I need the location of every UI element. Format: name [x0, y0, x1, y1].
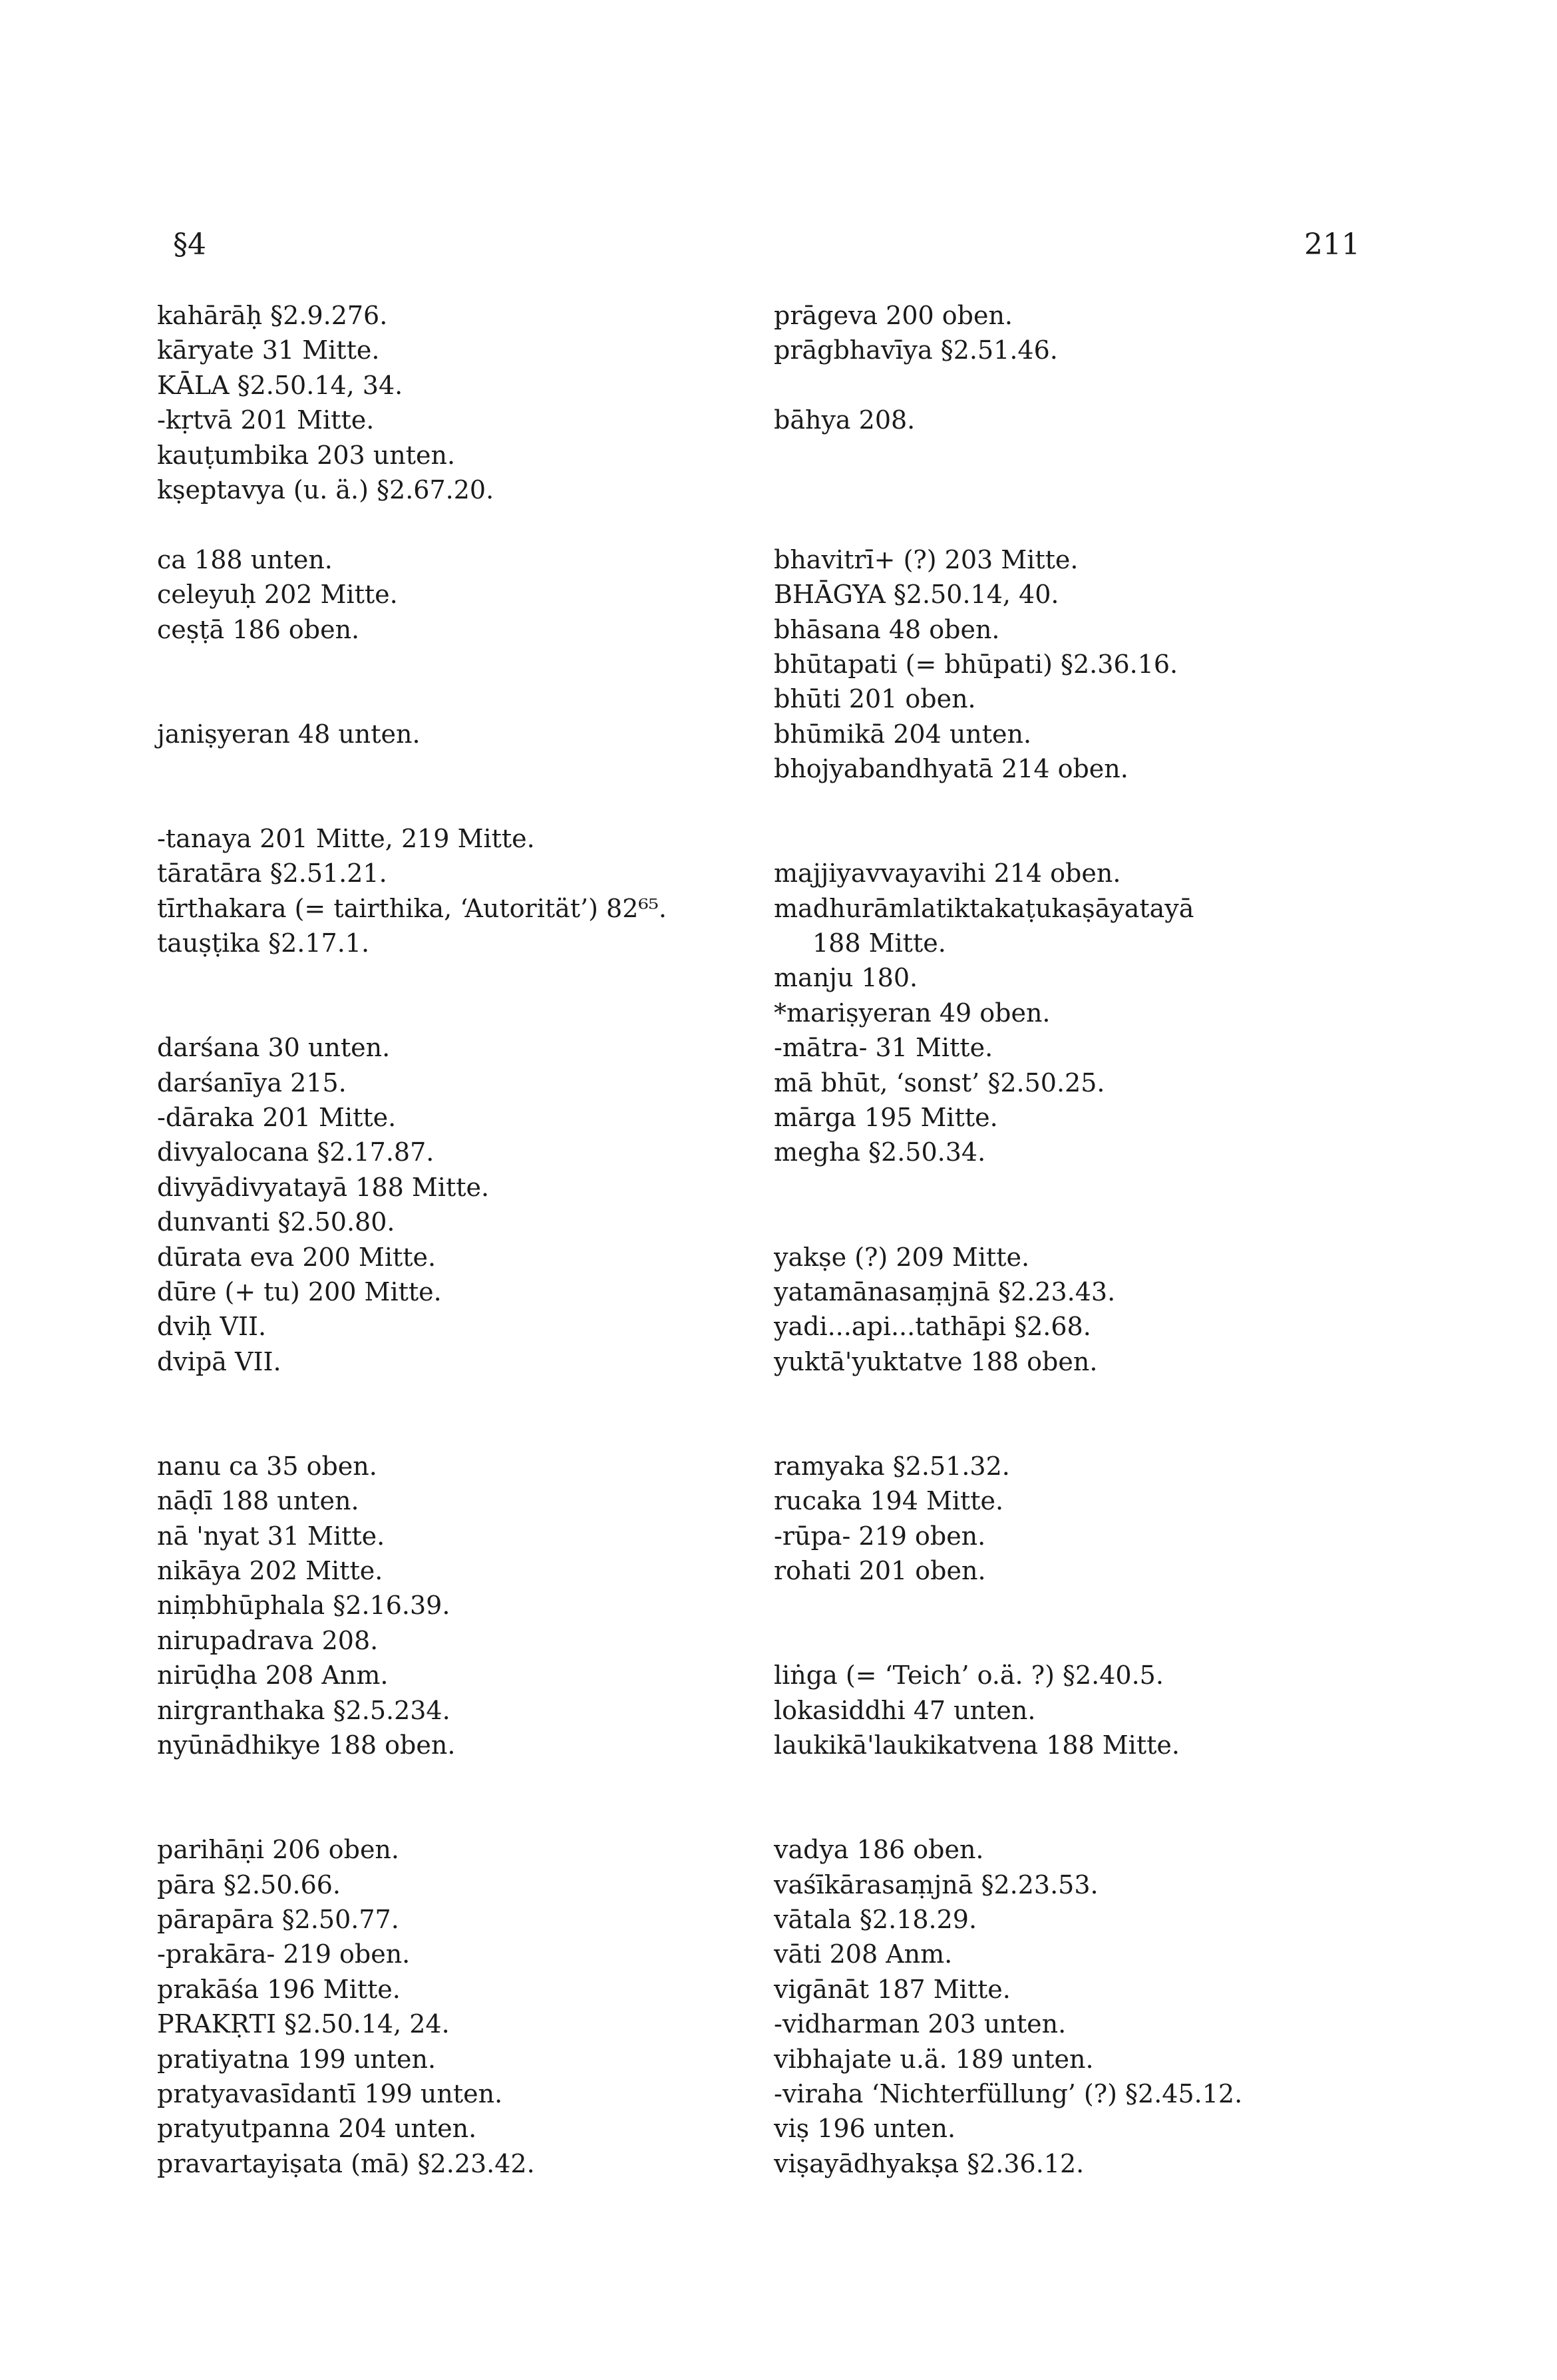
blank-line — [774, 786, 1386, 821]
index-entry: divyalocana §2.17.87. — [157, 1137, 434, 1167]
index-entry: prakāśa 196 Mitte. — [157, 1974, 401, 2004]
index-entry: -dāraka 201 Mitte. — [157, 1102, 397, 1132]
index-entry: rucaka 194 Mitte. — [774, 1486, 1004, 1516]
index-entry: madhurāmlatiktakaṭukaṣāyatayā — [774, 893, 1194, 923]
blank-line — [157, 1798, 769, 1832]
index-entry: pāra §2.50.66. — [157, 1870, 341, 1899]
index-entry: tauṣṭika §2.17.1. — [157, 928, 370, 958]
index-entry: -mātra- 31 Mitte. — [774, 1033, 993, 1063]
blank-line — [157, 507, 769, 542]
index-entry: pratiyatna 199 unten. — [157, 2044, 436, 2074]
index-entry: -tanaya 201 Mitte, 219 Mitte. — [157, 823, 535, 853]
index-entry: -viraha ‘Nichterfüllung’ (?) §2.45.12. — [774, 2079, 1243, 2108]
index-entry: laukikā'laukikatvena 188 Mitte. — [774, 1730, 1180, 1760]
index-entry: 188 Mitte. — [812, 928, 946, 958]
index-entry: pratyutpanna 204 unten. — [157, 2114, 477, 2144]
index-entry: prāgbhavīya §2.51.46. — [774, 335, 1058, 365]
index-entry: -prakāra- 219 oben. — [157, 1939, 411, 1969]
blank-line — [157, 996, 769, 1030]
blank-line — [157, 1414, 769, 1449]
index-entry: liṅga (= ‘Teich’ o.ä. ?) §2.40.5. — [774, 1661, 1164, 1690]
index-entry: nirūḍha 208 Anm. — [157, 1661, 389, 1690]
index-entry: nāḍī 188 unten. — [157, 1486, 359, 1516]
index-entry: nikāya 202 Mitte. — [157, 1556, 383, 1586]
index-entry: rohati 201 oben. — [774, 1556, 986, 1586]
index-entry: celeyuḥ 202 Mitte. — [157, 580, 398, 610]
index-entry: vāti 208 Anm. — [774, 1939, 953, 1969]
index-entry: nirupadrava 208. — [157, 1625, 379, 1655]
index-entry: ca 188 unten. — [157, 544, 333, 574]
index-entry: dviḥ VII. — [157, 1312, 267, 1342]
index-entry: yuktā'yuktatve 188 oben. — [774, 1346, 1098, 1376]
index-entry: mā bhūt, ‘sonst’ §2.50.25. — [774, 1068, 1105, 1097]
index-column-left — [157, 298, 769, 2181]
blank-line — [157, 647, 769, 682]
index-entry: prāgeva 200 oben. — [774, 301, 1013, 330]
blank-line — [774, 473, 1386, 507]
index-entry: nanu ca 35 oben. — [157, 1451, 377, 1481]
index-entry: bhavitrī+ (?) 203 Mitte. — [774, 544, 1079, 574]
index-entry: bhāsana 48 oben. — [774, 614, 1000, 644]
index-entry: vaśīkārasaṃjnā §2.23.53. — [774, 1870, 1099, 1899]
blank-line — [157, 960, 769, 995]
index-entry: bhūtapati (= bhūpati) §2.36.16. — [774, 649, 1178, 679]
blank-line — [774, 438, 1386, 473]
index-entry: manju 180. — [774, 963, 918, 993]
index-entry: dunvanti §2.50.80. — [157, 1207, 395, 1237]
index-entry: kauṭumbika 203 unten. — [157, 440, 456, 470]
index-entry: pratyavasīdantī 199 unten. — [157, 2079, 503, 2108]
blank-line — [157, 682, 769, 716]
blank-line — [774, 1414, 1386, 1449]
index-entry: megha §2.50.34. — [774, 1137, 986, 1167]
index-entry: tāratāra §2.51.21. — [157, 859, 387, 889]
index-entry: -vidharman 203 unten. — [774, 2009, 1067, 2039]
index-entry: vadya 186 oben. — [774, 1835, 984, 1865]
index-entry: KĀLA §2.50.14, 34. — [157, 370, 403, 400]
index-entry: dūre (+ tu) 200 Mitte. — [157, 1277, 442, 1306]
blank-line — [774, 1205, 1386, 1239]
index-entry: kṣeptavya (u. ä.) §2.67.20. — [157, 475, 494, 504]
index-entry: yakṣe (?) 209 Mitte. — [774, 1242, 1030, 1272]
index-entry: viṣayādhyakṣa §2.36.12. — [774, 2148, 1085, 2178]
blank-line — [774, 1623, 1386, 1658]
index-entry: bhojyabandhyatā 214 oben. — [774, 754, 1128, 784]
index-entry: BHĀGYA §2.50.14, 40. — [774, 580, 1059, 610]
index-entry: viṣ 196 unten. — [774, 2114, 956, 2144]
index-entry: darśana 30 unten. — [157, 1033, 391, 1063]
index-entry: niṃbhūphala §2.16.39. — [157, 1591, 450, 1621]
blank-line — [157, 751, 769, 786]
index-entry: pārapāra §2.50.77. — [157, 1904, 399, 1934]
blank-line — [157, 1762, 769, 1797]
blank-line — [774, 1170, 1386, 1205]
index-entry: ramyaka §2.51.32. — [774, 1451, 1010, 1481]
index-entry: kāryate 31 Mitte. — [157, 335, 380, 365]
index-entry: bāhya 208. — [774, 405, 916, 435]
page-header — [173, 225, 1360, 265]
blank-line — [774, 1762, 1386, 1797]
index-entry: divyādivyatayā 188 Mitte. — [157, 1172, 490, 1202]
index-entry: -kṛtvā 201 Mitte. — [157, 405, 375, 435]
index-entry: darśanīya 215. — [157, 1068, 347, 1097]
index-entry: tīrthakara (= tairthika, ‘Autorität’) 82⁶⁵. — [157, 893, 667, 923]
index-entry: vigānāt 187 Mitte. — [774, 1974, 1011, 2004]
index-entry: yatamānasaṃjnā §2.23.43. — [774, 1277, 1116, 1306]
index-entry: vātala §2.18.29. — [774, 1904, 977, 1934]
index-entry: bhūti 201 oben. — [774, 684, 976, 714]
index-entry: majjiyavvayavihi 214 oben. — [774, 859, 1121, 889]
index-entry: pravartayiṣata (mā) §2.23.42. — [157, 2148, 535, 2178]
index-entry: nyūnādhikye 188 oben. — [157, 1730, 456, 1760]
blank-line — [774, 821, 1386, 856]
page-number: 211 — [1304, 228, 1360, 262]
index-entry: ceṣṭā 186 oben. — [157, 614, 360, 644]
index-entry: janiṣyeran 48 unten. — [157, 719, 421, 749]
index-entry: nā 'nyat 31 Mitte. — [157, 1521, 385, 1551]
section-marker: §4 — [173, 228, 206, 262]
index-entry: dūrata eva 200 Mitte. — [157, 1242, 436, 1272]
index-entry: *mariṣyeran 49 oben. — [774, 998, 1051, 1028]
blank-line — [774, 368, 1386, 403]
index-entry: nirgranthaka §2.5.234. — [157, 1695, 450, 1725]
index-entry: -rūpa- 219 oben. — [774, 1521, 986, 1551]
index-entry: lokasiddhi 47 unten. — [774, 1695, 1036, 1725]
index-entry: dvipā VII. — [157, 1346, 281, 1376]
blank-line — [774, 1798, 1386, 1832]
blank-line — [157, 1379, 769, 1414]
blank-line — [157, 786, 769, 821]
index-entry: PRAKṚTI §2.50.14, 24. — [157, 2009, 450, 2039]
index-entry: kahārāḥ §2.9.276. — [157, 301, 388, 330]
index-column-right — [774, 298, 1386, 2181]
index-entry: yadi...api...tathāpi §2.68. — [774, 1312, 1091, 1342]
blank-line — [774, 507, 1386, 542]
index-entry: vibhajate u.ä. 189 unten. — [774, 2044, 1094, 2074]
blank-line — [774, 1379, 1386, 1414]
blank-line — [774, 1588, 1386, 1623]
index-entry: mārga 195 Mitte. — [774, 1102, 998, 1132]
index-entry: parihāṇi 206 oben. — [157, 1835, 399, 1865]
index-entry: bhūmikā 204 unten. — [774, 719, 1032, 749]
